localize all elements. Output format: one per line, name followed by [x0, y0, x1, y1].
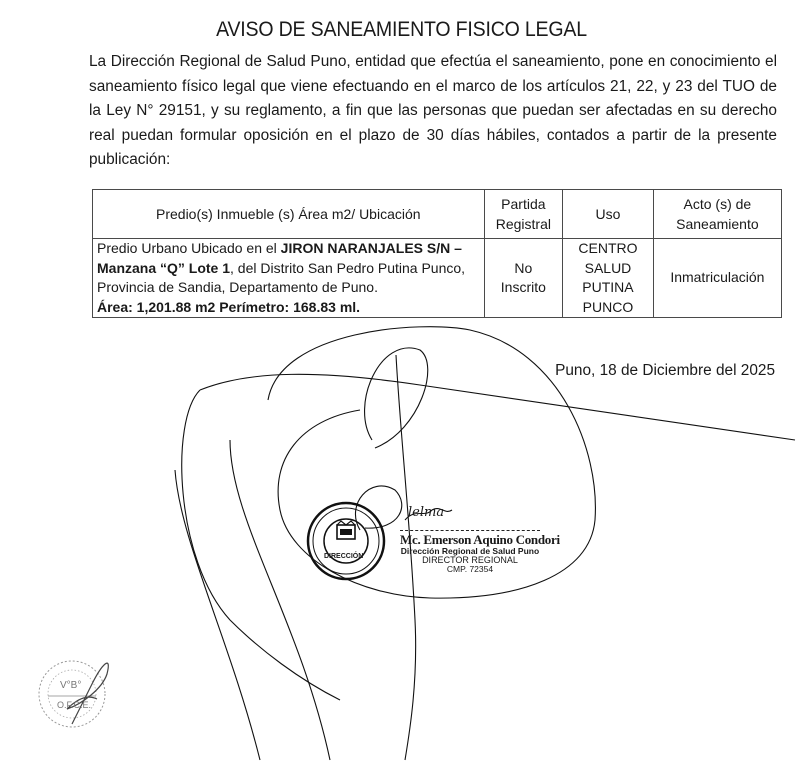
- signer-name: Mc. Emerson Aquino Condori: [400, 532, 560, 547]
- vobo-stamp-icon: [39, 661, 108, 727]
- signature-block: [400, 530, 560, 574]
- description-address: JIRON NARANJALES S/N – Manzana “Q” Lote 1: [97, 240, 462, 276]
- header-acto: Acto (s) de Saneamiento: [653, 190, 781, 239]
- intro-paragraph: La Dirección Regional de Salud Puno, entidad que efectúa el saneamiento, pone en conocimiento el saneamiento físico legal que viene efectuando en el marco de los artículos 21, 22, y 23 del TUO de la Ley N° 29151, y su reglamento, a fin que las personas que puedan ser afectadas en su derecho real puedan formular oposición en el plazo de 30 días hábiles, contados a partir de la presente publicación:: [89, 53, 777, 169]
- signer-role: DIRECTOR REGIONAL: [422, 554, 518, 565]
- description-text: Predio Urbano Ubicado en el: [97, 240, 281, 256]
- date-line: Puno, 18 de Diciembre del 2025: [555, 362, 775, 379]
- table-header-row: [93, 190, 782, 239]
- signer-organization: Dirección Regional de Salud Puno: [400, 545, 540, 556]
- seal-inner-label: DIRECCIÓN: [324, 553, 364, 560]
- description-location: , del Distrito San Pedro Putina Punco, Provincia de Sandia, Departamento de Puno.: [97, 259, 466, 295]
- signature-left-loop: [182, 390, 340, 700]
- vobo-office: O.F.C.E.: [57, 700, 92, 710]
- signature-loop-mid: [365, 348, 428, 448]
- cell-partida: No Inscrito: [484, 239, 563, 318]
- header-uso: Uso: [563, 190, 654, 239]
- signature-loop-small: [355, 486, 401, 530]
- document-title: AVISO DE SANEAMIENTO FISICO LEGAL: [216, 18, 587, 41]
- header-partida: Partida Registral: [484, 190, 563, 239]
- property-table: [92, 189, 782, 318]
- header-predio: Predio(s) Inmueble (s) Área m2/ Ubicación: [93, 190, 485, 239]
- table-row: [93, 239, 782, 318]
- signature-sweep-line: [200, 374, 795, 440]
- signer-cmp: CMP. 72354: [446, 564, 494, 574]
- handwritten-signature: lelma: [408, 505, 445, 520]
- signature-lower-left: [175, 470, 260, 760]
- cell-acto: Inmatriculación: [653, 239, 781, 318]
- cell-uso: CENTRO SALUD PUTINA PUNCO: [563, 239, 654, 318]
- seal-icon: [308, 503, 384, 579]
- description-area: Área: 1,201.88 m2 Perímetro: 168.83 ml.: [97, 298, 361, 315]
- vobo-label: V°B°: [60, 680, 82, 691]
- signature-lower-stroke: [230, 440, 330, 760]
- cell-description: [93, 239, 485, 318]
